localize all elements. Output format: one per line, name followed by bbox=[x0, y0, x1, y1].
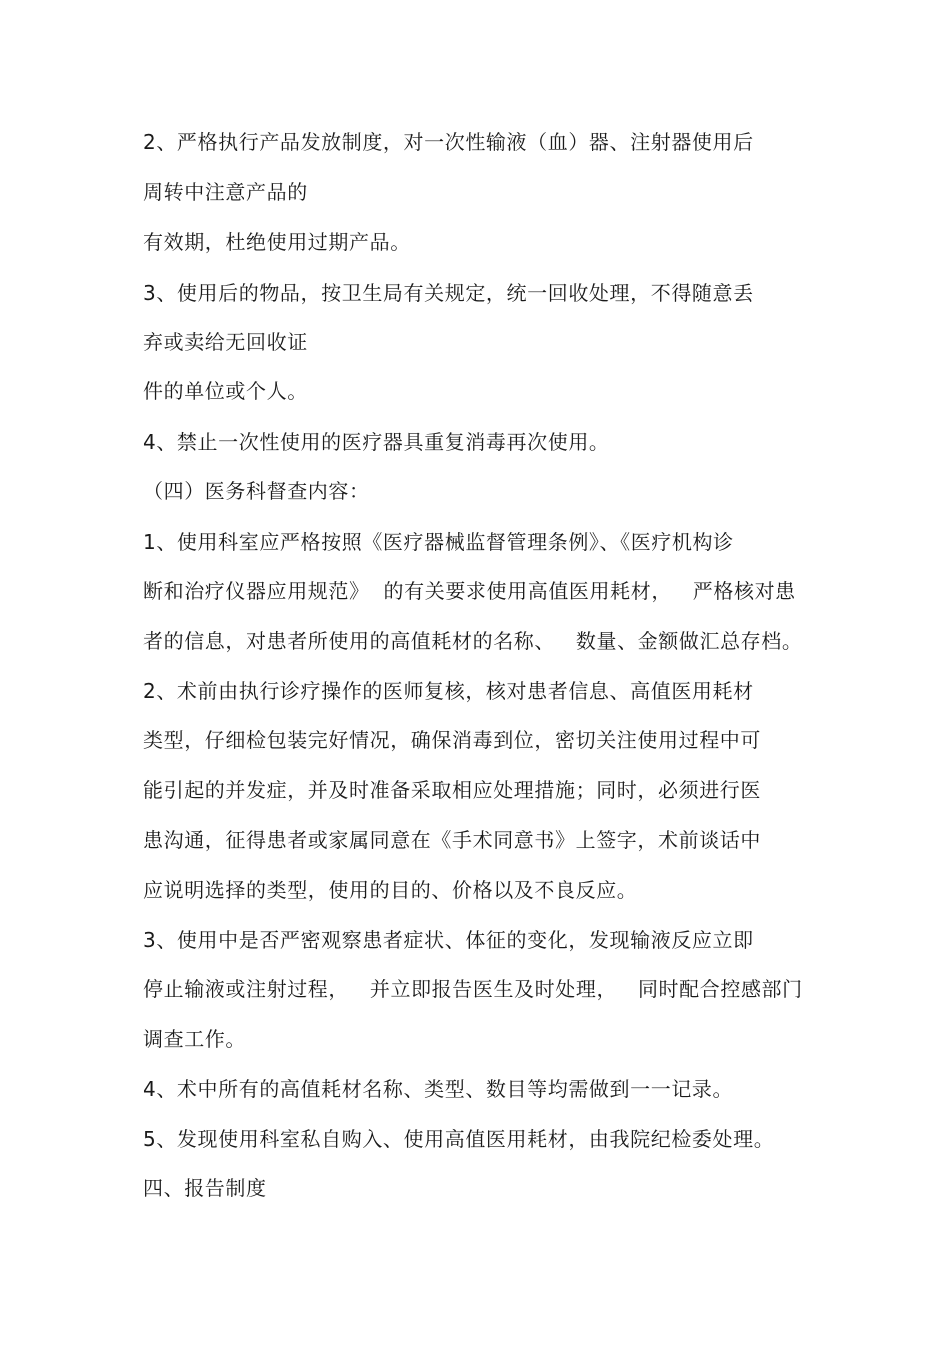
text-line: 调查工作。 bbox=[143, 1027, 246, 1051]
text-line: 件的单位或个人。 bbox=[143, 379, 308, 403]
text-line: 断和治疗仪器应用规范》 的有关要求使用高值医用耗材， 严格核对患 bbox=[143, 579, 796, 603]
text-line: 者的信息，对患者所使用的高值耗材的名称、 数量、金额做汇总存档。 bbox=[143, 629, 803, 653]
text-line: 3、使用后的物品，按卫生局有关规定，统一回收处理，不得随意丢 bbox=[143, 281, 754, 305]
text-line: 停止输液或注射过程， 并立即报告医生及时处理， 同时配合控感部门 bbox=[143, 977, 803, 1001]
text-line: 5、发现使用科室私自购入、使用高值医用耗材，由我院纪检委处理。 bbox=[143, 1127, 775, 1151]
text-line: 患沟通，征得患者或家属同意在《手术同意书》上签字，术前谈话中 bbox=[143, 828, 761, 852]
text-line: 弃或卖给无回收证 bbox=[143, 330, 308, 354]
text-line: 周转中注意产品的 bbox=[143, 180, 308, 204]
text-line: 3、使用中是否严密观察患者症状、体征的变化，发现输液反应立即 bbox=[143, 928, 754, 952]
text-line: 应说明选择的类型，使用的目的、价格以及不良反应。 bbox=[143, 878, 638, 902]
text-line: 能引起的并发症，并及时准备采取相应处理措施；同时，必须进行医 bbox=[143, 778, 761, 802]
text-line: 类型，仔细检包装完好情况，确保消毒到位，密切关注使用过程中可 bbox=[143, 728, 761, 752]
text-line: 2、严格执行产品发放制度，对一次性输液（血）器、注射器使用后 bbox=[143, 130, 754, 154]
section-heading: （四）医务科督查内容： bbox=[143, 479, 370, 503]
text-line: 2、术前由执行诊疗操作的医师复核，核对患者信息、高值医用耗材 bbox=[143, 679, 754, 703]
text-line: 1、使用科室应严格按照《医疗器械监督管理条例》、《医疗机构诊 bbox=[143, 530, 734, 554]
text-line: 有效期，杜绝使用过期产品。 bbox=[143, 230, 411, 254]
text-line: 4、禁止一次性使用的医疗器具重复消毒再次使用。 bbox=[143, 430, 610, 454]
text-line: 4、术中所有的高值耗材名称、类型、数目等均需做到一一记录。 bbox=[143, 1077, 734, 1101]
section-heading: 四、报告制度 bbox=[143, 1176, 267, 1200]
